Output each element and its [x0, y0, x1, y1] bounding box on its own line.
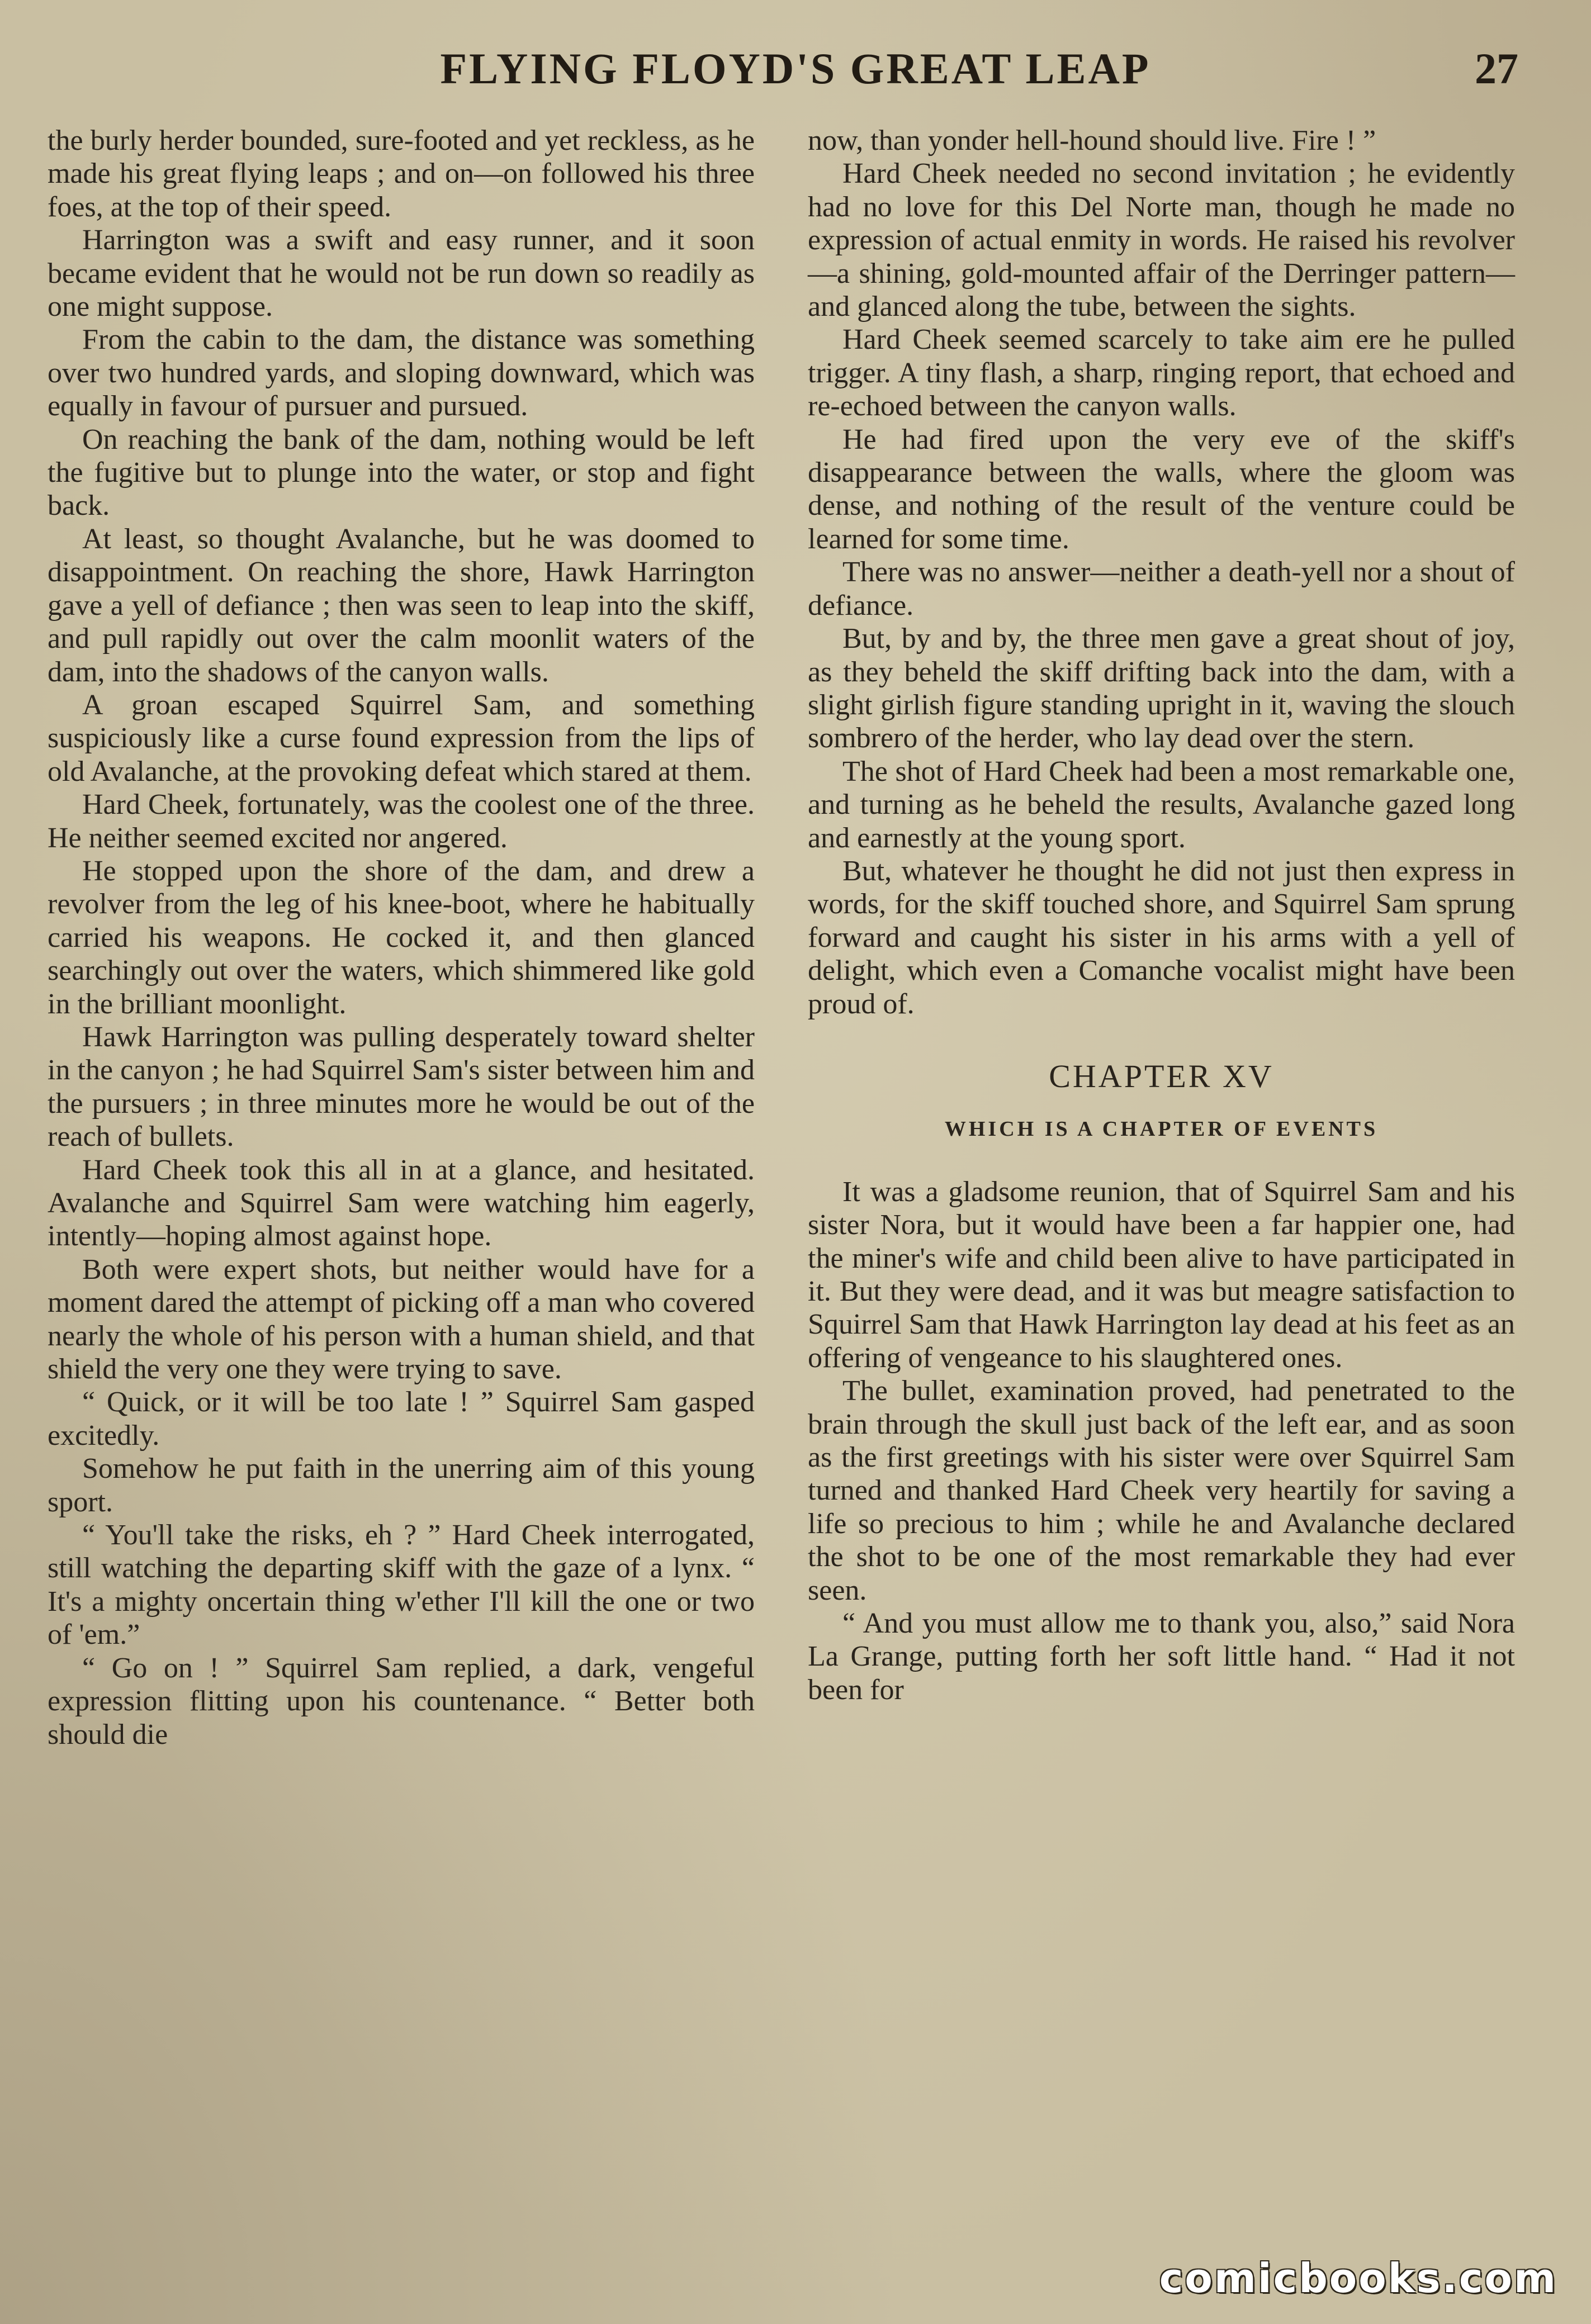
paragraph: now, than yonder hell-hound should live. Fire ! ” [808, 125, 1376, 156]
paragraph: The bullet, examination proved, had penetrated to the brain through the skull just back of the left ear, and as soon as the first greetings with his sister were over Squirrel Sam turned and thanked Hard Cheek very heartily for saving a life so precious to him ; while he and Avalanche declared the shot to be one of the most remarkable they had ever seen. [808, 1375, 1515, 1606]
right-column [808, 124, 1515, 1706]
watermark: comicbooks.com [1159, 2255, 1557, 2302]
paragraph: the burly herder bounded, sure-footed and yet reckless, as he made his great flying leaps ; and on—on followed his three foes, at the top of their speed. [48, 125, 755, 223]
paragraph: But, by and by, the three men gave a great shout of joy, as they beheld the skiff drifting back into the dam, with a slight girlish figure standing upright in it, waving the slouch sombrero of the herder, who lay dead over the stern. [808, 623, 1515, 755]
paragraph: Harrington was a swift and easy runner, and it soon became evident that he would not be run down so readily as one might suppose. [48, 224, 755, 323]
chapter-heading [808, 1021, 1515, 1146]
paragraph: “ You'll take the risks, eh ? ” Hard Cheek interrogated, still watching the departing skiff with the gaze of a lynx. “ It's a mighty oncertain thing w'ether I'll kill the one or two of 'em.” [48, 1519, 755, 1651]
paragraph: A groan escaped Squirrel Sam, and something suspiciously like a curse found expression from the lips of old Avalanche, at the provoking defeat which stared at them. [48, 689, 755, 788]
paragraph: On reaching the bank of the dam, nothing would be left the fugitive but to plunge into the water, or stop and fight back. [48, 423, 755, 522]
paragraph: Both were expert shots, but neither would have for a moment dared the attempt of picking off a man who covered nearly the whole of his person with a human shield, and that shield the very one they were trying to save. [48, 1253, 755, 1386]
paragraph: “ Quick, or it will be too late ! ” Squirrel Sam gasped excitedly. [48, 1386, 755, 1452]
paragraph: Hard Cheek seemed scarcely to take aim ere he pulled trigger. A tiny flash, a sharp, ringing report, that echoed and re-echoed between the canyon walls. [808, 324, 1515, 423]
paragraph: Hard Cheek, fortunately, was the coolest one of the three. He neither seemed excited nor angered. [48, 789, 755, 854]
page-header [0, 34, 1591, 101]
paragraph: “ Go on ! ” Squirrel Sam replied, a dark, vengeful expression flitting upon his countenance. “ Better both should die [48, 1652, 755, 1751]
left-column [48, 124, 755, 1751]
paragraph: He stopped upon the shore of the dam, and drew a revolver from the leg of his knee-boot, where he habitually carried his weapons. He cocked it, and then glanced searchingly out over the waters, which shimmered like gold in the brilliant moonlight. [48, 855, 755, 1020]
paragraph: “ And you must allow me to thank you, also,” said Nora La Grange, putting forth her soft little hand. “ Had it not been for [808, 1607, 1515, 1706]
paragraph: The shot of Hard Cheek had been a most remarkable one, and turning as he beheld the results, Avalanche gazed long and earnestly at the young sport. [808, 755, 1515, 854]
paragraph: There was no answer—neither a death-yell nor a shout of defiance. [808, 556, 1515, 622]
chapter-title: CHAPTER XV [1049, 1057, 1274, 1094]
chapter-subtitle: WHICH IS A CHAPTER OF EVENTS [944, 1117, 1379, 1141]
paragraph: Hard Cheek needed no second invitation ; he evidently had no love for this Del Norte man, though he made no expression of actual enmity in words. He raised his revolver—a shining, gold-mounted affair of the Derringer pattern—and glanced along the tube, between the sights. [808, 158, 1515, 323]
running-title: FLYING FLOYD'S GREAT LEAP [440, 44, 1151, 93]
paragraph: Somehow he put faith in the unerring aim of this young sport. [48, 1453, 755, 1518]
paragraph: From the cabin to the dam, the distance was something over two hundred yards, and sloping downward, which was equally in favour of pursuer and pursued. [48, 324, 755, 423]
paragraph: He had fired upon the very eve of the skiff's disappearance between the walls, where the gloom was dense, and nothing of the result of the venture could be learned for some time. [808, 423, 1515, 555]
paragraph: It was a gladsome reunion, that of Squirrel Sam and his sister Nora, but it would have been a far happier one, had the miner's wife and child been alive to have participated in it. But they were dead, and it was but meagre satisfaction to Squirrel Sam that Hawk Harrington lay dead at his feet as an offering of vengeance to his slaughtered ones. [808, 1175, 1515, 1374]
paragraph: But, whatever he thought he did not just then express in words, for the skiff touched shore, and Squirrel Sam sprung forward and caught his sister in his arms with a yell of delight, which even a Comanche vocalist might have been proud of. [808, 855, 1515, 1020]
page-number: 27 [1475, 44, 1518, 93]
paragraph: Hard Cheek took this all in at a glance, and hesitated. Avalanche and Squirrel Sam were watching him eagerly, intently—hoping almost against hope. [48, 1154, 755, 1253]
paragraph: At least, so thought Avalanche, but he was doomed to disappointment. On reaching the shore, Hawk Harrington gave a yell of defiance ; then was seen to leap into the skiff, and pull rapidly out over the calm moonlit waters of the dam, into the shadows of the canyon walls. [48, 523, 755, 688]
paragraph: Hawk Harrington was pulling desperately toward shelter in the canyon ; he had Squirrel Sam's sister between him and the pursuers ; in three minutes more he would be out of the reach of bullets. [48, 1021, 755, 1153]
